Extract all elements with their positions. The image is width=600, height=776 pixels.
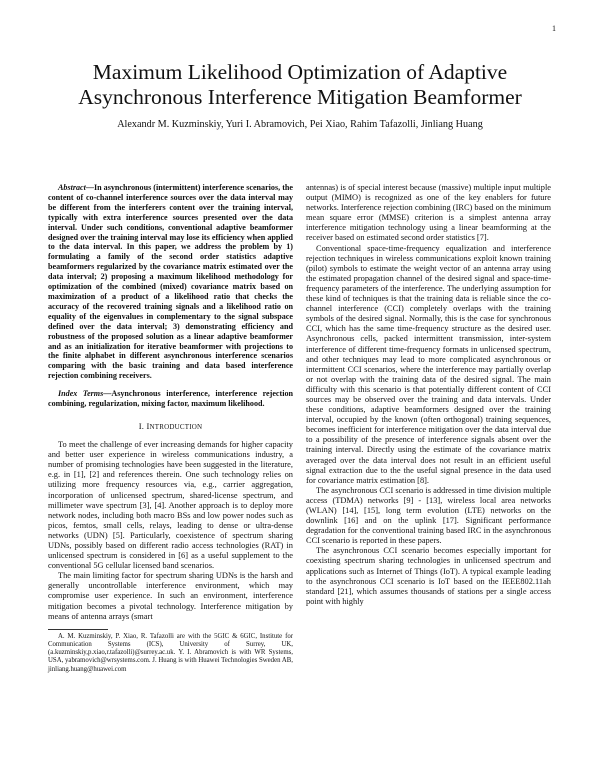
left-column <box>48 183 293 674</box>
paragraph: The asynchronous CCI scenario becomes especially important for coexisting spectrum sharing technologies in unlicensed spectrum and applications such as Internet of Things (IoT). A typical example leading to the asynchronous CCI scenario is IoT based on the IEEE802.11ah standard [21], which assumes thousands of stations per a single access point with highly <box>306 546 551 606</box>
paragraph: antennas) is of special interest because (massive) multiple input multiple output (MIMO) is recognized as one of the key enablers for future networks. Interference rejection combining (IRC) based on the minimum mean square error (MMSE) criterion is a simplest antenna array interference mitigation technology using a linear beamforming at the receiver based on estimated second order statistics [7]. <box>306 183 551 243</box>
index-terms <box>48 389 293 409</box>
paragraph: To meet the challenge of ever increasing demands for higher capacity and better user experience in wireless communications industry, a number of promising technologies have been suggested in the literature, e.g. in [1], [2] and references therein. One such technology relies on utilizing more frequency resources via, e.g., carrier aggregation, incorporation of unlicensed spectrum, shared-license spectrum, and millimeter wave spectrum [3], [4]. Another approach is to deploy more network nodes, including both macro BSs and low power nodes such as picos, femtos, small cells, relays, leading to dense or ultra-dense networks (UDN) [5]. Particularly, coexistence of spectrum sharing UDNs, possibly based on different radio access technologies (RAT) in unlicensed spectrum is considered in [6] as a useful supplement to the conventional 5G cellular licensed band scenarios. <box>48 440 293 571</box>
footnote-divider <box>48 629 108 630</box>
abstract <box>48 183 293 381</box>
index-terms-label: Index Terms <box>58 389 104 399</box>
title-line-2: Asynchronous Interference Mitigation Beamformer <box>78 85 522 109</box>
affiliation-footnote: A. M. Kuzminskiy, P. Xiao, R. Tafazolli are with the 5GIC & 6GIC, Institute for Communication Systems (ICS), University of Surrey, UK, (a.kuzminskiy,p.xiao,r.tafazolli)@surrey.ac.uk. Y. I. Abramovich is with WR Systems, USA, yabramovich@wrsystems.com. J. Huang is with Huawei Technologies Sweden AB, jinliang.huang@huawei.com <box>48 632 293 673</box>
paragraph: The main limiting factor for spectrum sharing UDNs is the harsh and generally uncontrollable interference environment, which may compromise user experience. In such an environment, interference mitigation becomes a pivotal technology. Interference mitigation by means of antenna arrays (smart <box>48 571 293 621</box>
section-numeral: I. <box>138 420 145 431</box>
title-line-1: Maximum Likelihood Optimization of Adaptive <box>92 60 508 84</box>
author-list: Alexandr M. Kuzminskiy, Yuri I. Abramovich, Pei Xiao, Rahim Tafazolli, Jinliang Huang <box>117 119 483 130</box>
abstract-label: Abstract <box>58 183 86 192</box>
section-heading-introduction <box>48 421 293 432</box>
page-number: 1 <box>552 24 556 33</box>
paragraph: Conventional space-time-frequency equalization and interference rejection techniques in wireless communications exploit known training (pilot) symbols to estimate the weight vector of an antenna array using the estimated propagation channel of the desired signal and space-time-frequency parameters of the interference. The underlying assumption for these kind of techniques is that the training data is reliable since the co-channel interference (CCI) completely overlaps with the training symbols of the desired signal. Normally, this is the case for synchronous CCI, which has the same time-frequency structure as the desired user. Asynchronous cells, packed intermittent transmission, inter-system interference of different time-frequency formats in unlicensed spectrum, and other techniques may lead to more complicated asynchronous or intermittent CCI scenarios, where the interference may partially overlap or not overlap with the training data of the desired signal. The main difficulty with this scenario is that potentially different content of CCI sources may be observed over the training and data intervals. Under these conditions, adaptive beamformers designed over the training interval, occupied by the known (often orthogonal) training sequences, becomes inefficient for interference mitigation over the data interval due to a possibility of the presence of interference signals absent over the training interval. Directly using the estimate of the covariance matrix averaged over the data interval does not result in an efficient useful signal extraction due to the the useful signal presence in the data used for covariance matrix estimation [8]. <box>306 243 551 485</box>
paper-title <box>40 60 560 110</box>
section-rest: NTRODUCTION <box>149 422 203 431</box>
right-column <box>306 183 551 607</box>
index-terms-text: —Asynchronous interference, interference rejection combining, regularization, mixing factor, maximum likelihood. <box>48 389 294 409</box>
section-first-letter: I <box>146 420 150 431</box>
paragraph: The asynchronous CCI scenario is addressed in time division multiple access (TDMA) networks [9] - [13], wireless local area networks (WLAN) [14], [15], long term evolution (LTE) networks on the downlink [16] and on the uplink [17]. Significant performance degradation for the conventional training based IRC in the asynchronous CCI scenario is reported in these papers. <box>306 485 551 546</box>
abstract-text: —In asynchronous (intermittent) interference scenarios, the content of co-channel interference sources over the data interval may be different from the interferers content over the training interval, typically with extra interference sources presented over the data interval. Under such conditions, conventional adaptive beamformer designed over the training interval may lose its efficiency when applied to the data interval. In this paper, we address the problem by 1) formulating a family of the second order statistics adaptive beamformers regularized by the covariance matrix estimated over the data interval; 2) proposing a maximum likelihood methodology for optimization of the combined (mixed) covariance matrix based on maximization of a product of a likelihood ratio that checks the accuracy of the recovered training signals and a likelihood ratio on equality of the eigenvalues in complementary to the signal subspace defined over the data interval; 3) demonstrating efficiency and robustness of the proposed solution as a linear adaptive beamformer and as an initialization for iterative beamformer with projections to the finite alphabet in different asynchronous interference scenarios comparing with the basic training and data based interference rejection combining receivers. <box>48 183 293 381</box>
